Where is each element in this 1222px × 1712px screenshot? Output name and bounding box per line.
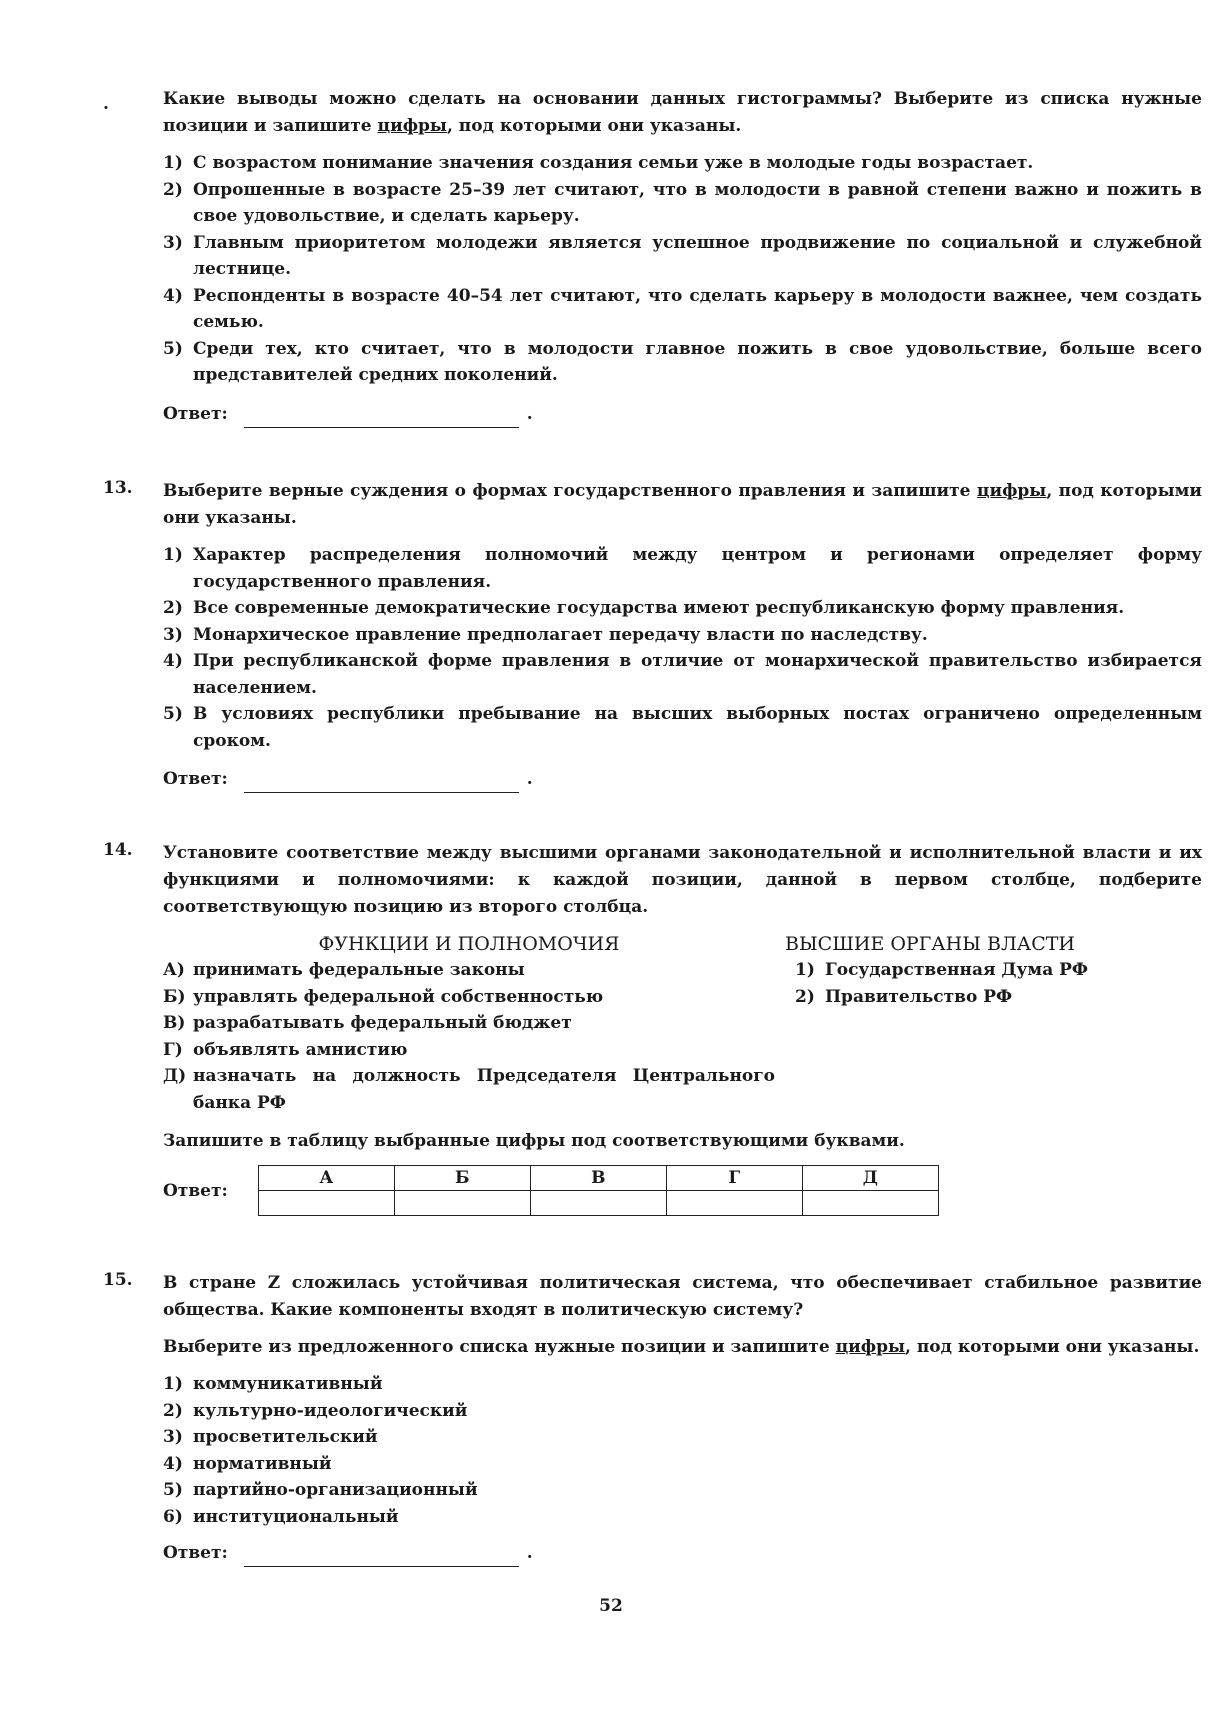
- answer-table: [258, 1165, 939, 1216]
- list-item: 2) Опрошенные в возрасте 25–39 лет считают, что в молодости в равной степени важно и пожить в свое удовольствие, и сделать карьеру.: [163, 179, 1202, 226]
- list-item: А) принимать федеральные законы: [163, 960, 525, 980]
- list-item: Г) объявлять амнистию: [163, 1039, 408, 1060]
- list-item: 5) В условиях республики пребывание на высших выборных постах ограничено определенным сроком.: [163, 704, 1202, 751]
- list-item: 2) культурно-идеологический: [163, 1400, 468, 1421]
- functions-column-title: ФУНКЦИИ И ПОЛНОМОЧИЯ: [318, 933, 620, 955]
- table-header-cell: В: [530, 1166, 666, 1191]
- answer-label: Ответ:: [163, 1543, 228, 1563]
- list-item: 2) Все современные демократические государства имеют республиканскую форму правления.: [163, 598, 1125, 618]
- answer-cell[interactable]: [394, 1191, 530, 1216]
- list-item: 3) просветительский: [163, 1427, 378, 1447]
- answer-cell[interactable]: [258, 1191, 394, 1216]
- list-item: 4) При республиканской форме правления в отличие от монархической правительство избирается населением.: [163, 651, 1202, 698]
- q15-answer-field[interactable]: [244, 1544, 519, 1567]
- list-item: 1) С возрастом понимание значения создания семьи уже в молодые годы возрастает.: [163, 153, 1034, 173]
- list-item: 5) Среди тех, кто считает, что в молодости главное пожить в свое удовольствие, больше всего представителей средних поколений.: [163, 338, 1202, 385]
- q12-prompt-digits: цифры: [377, 116, 447, 136]
- q12-options: [163, 150, 1202, 389]
- list-item: 2) Правительство РФ: [795, 986, 1013, 1007]
- q15-instruction: Выберите из предложенного списка нужные позиции и запишите цифры, под которыми они указаны.: [163, 1337, 1200, 1357]
- table-header-cell: А: [258, 1166, 394, 1191]
- list-item: 1) коммуникативный: [163, 1374, 383, 1394]
- answer-label: Ответ:: [163, 1180, 228, 1201]
- list-item: Д) назначать на должность Председателя Центрального банка РФ: [163, 1066, 775, 1113]
- q13-prompt: Выберите верные суждения о формах государственного правления и запишите цифры, под которыми они указаны.: [163, 481, 1202, 528]
- organs-list: [795, 957, 1088, 1010]
- table-header-cell: Д: [802, 1166, 938, 1191]
- organs-column: [785, 931, 1088, 1116]
- table-instruction: Запишите в таблицу выбранные цифры под соответствующими буквами.: [163, 1131, 905, 1151]
- list-item: 1) Государственная Дума РФ: [795, 960, 1089, 980]
- q13-prompt-digits: цифры: [976, 481, 1047, 501]
- answer-cell[interactable]: [666, 1191, 802, 1216]
- list-item: 1) Характер распределения полномочий между центром и регионами определяет форму государственного правления.: [163, 545, 1202, 592]
- list-item: В) разрабатывать федеральный бюджет: [163, 1013, 572, 1033]
- functions-column: [163, 931, 775, 1116]
- question-number: 15.: [103, 1270, 133, 1290]
- answer-cell[interactable]: [802, 1191, 938, 1216]
- page-number: 52: [599, 1596, 623, 1616]
- q15-options: [163, 1371, 1202, 1530]
- question-14: [103, 840, 1202, 1216]
- q12-answer-field[interactable]: [244, 405, 519, 428]
- q13-answer-field[interactable]: [244, 770, 519, 793]
- question-number: 13.: [103, 478, 133, 498]
- list-item: Б) управлять федеральной собственностью: [163, 986, 604, 1007]
- list-item: 6) институциональный: [163, 1506, 399, 1527]
- bullet-mark: .: [103, 94, 109, 114]
- list-item: 4) Респонденты в возрасте 40–54 лет считают, что сделать карьеру в молодости важнее, чем создать семью.: [163, 285, 1202, 332]
- q14-prompt: Установите соответствие между высшими органами законодательной и исполнительной власти и их функциями и полномочиями: к каждой позиции, данной в первом столбце, подберите соответствующую позицию из второго столбца.: [163, 843, 1202, 917]
- table-header-cell: Г: [666, 1166, 802, 1191]
- q15-instruction-digits: цифры: [835, 1337, 906, 1357]
- q12-answer: Ответ: .: [163, 401, 1202, 428]
- list-item: 5) партийно-организационный: [163, 1480, 478, 1500]
- table-answer-row: [258, 1191, 938, 1216]
- question-13: [103, 478, 1202, 793]
- table-header-row: [258, 1166, 938, 1191]
- question-12: [103, 86, 1202, 428]
- q13-options: [163, 542, 1202, 754]
- list-item: 4) нормативный: [163, 1453, 332, 1474]
- list-item: 3) Главным приоритетом молодежи является успешное продвижение по социальной и служебной лестнице.: [163, 232, 1202, 279]
- q15-prompt: В стране Z сложилась устойчивая политическая система, что обеспечивает стабильное развитие общества. Какие компоненты входят в политическую систему?: [163, 1273, 1202, 1320]
- answer-label: Ответ:: [163, 769, 228, 789]
- answer-label: Ответ:: [163, 403, 228, 424]
- organs-column-title: ВЫСШИЕ ОРГАНЫ ВЛАСТИ: [785, 933, 1075, 955]
- question-15: [103, 1270, 1202, 1567]
- q14-answer: [163, 1165, 1202, 1216]
- matching-columns: [163, 931, 1202, 1116]
- q13-answer: Ответ: .: [163, 766, 1202, 793]
- functions-list: [163, 957, 775, 1116]
- question-number: 14.: [103, 840, 133, 860]
- table-header-cell: Б: [394, 1166, 530, 1191]
- q15-answer: Ответ: .: [163, 1540, 1202, 1567]
- list-item: 3) Монархическое правление предполагает передачу власти по наследству.: [163, 624, 928, 645]
- answer-cell[interactable]: [530, 1191, 666, 1216]
- q12-prompt: Какие выводы можно сделать на основании данных гистограммы? Выберите из списка нужные позиции и запишите цифры, под которыми они указаны.: [163, 89, 1202, 136]
